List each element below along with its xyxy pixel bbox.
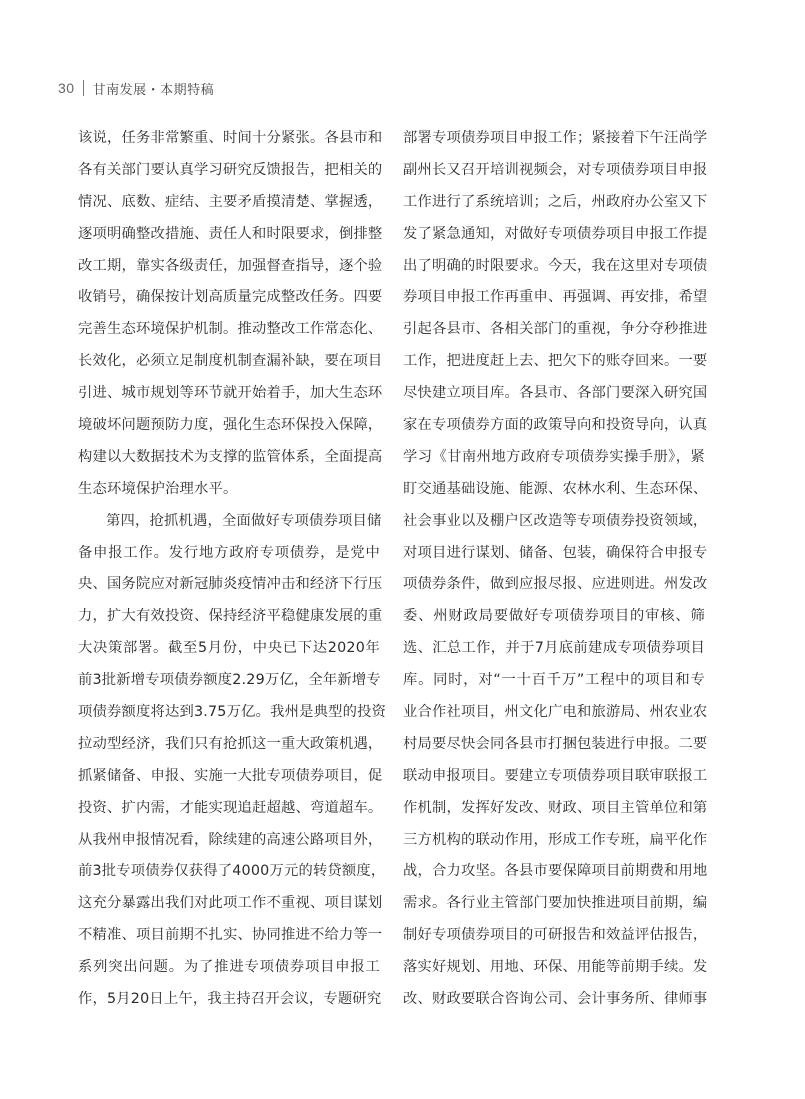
- text-line: 央、国务院应对新冠肺炎疫情冲击和经济下行压: [78, 576, 383, 593]
- text-line: 完善生态环境保护机制。推动整改工作常态化、: [78, 321, 383, 338]
- text-line: 投资、扩内需，才能实现追赶超越、弯道超车。: [78, 799, 383, 816]
- header-divider: [83, 80, 84, 96]
- text-line: 系列突出问题。为了推进专项债券项目申报工: [78, 959, 380, 976]
- text-line: 作，5月20日上午，我主持召开会议，专题研究: [78, 991, 382, 1008]
- text-line: 备申报工作。发行地方政府专项债券，是党中: [78, 544, 380, 561]
- text-line: 改、财政要联合咨询公司、会计事务所、律师事: [403, 991, 708, 1008]
- text-line: 尽快建立项目库。各县市、各部门要深入研究国: [403, 385, 708, 402]
- text-line: 盯交通基础设施、能源、农林水利、生态环保、: [403, 480, 708, 497]
- text-line: 项债券额度将达到3.75万亿。我州是典型的投资: [78, 704, 387, 721]
- text-line: 社会事业以及棚户区改造等专项债券投资领域，: [403, 512, 708, 529]
- text-line: 改工期，靠实各级责任，加强督查指导，逐个验: [78, 257, 383, 274]
- text-line: 选、汇总工作，并于7月底前建成专项债券项目: [403, 640, 705, 657]
- text-line: 发了紧急通知，对做好专项债券项目申报工作提: [403, 225, 708, 242]
- text-line: 联动申报项目。要建立专项债券项目联审联报工: [403, 767, 708, 784]
- text-line: 三方机构的联动作用，形成工作专班，扁平化作: [403, 831, 708, 848]
- text-line: 长效化，必须立足制度机制查漏补缺，要在项目: [78, 353, 383, 370]
- text-line: 不精准、项目前期不扎实、协同推进不给力等一: [78, 927, 383, 944]
- text-line: 收销号，确保按计划高质量完成整改任务。四要: [78, 289, 383, 306]
- text-line: 副州长又召开培训视频会，对专项债券项目申报: [403, 161, 708, 178]
- text-line: 学习《甘南州地方政府专项债券实操手册》，紧: [403, 448, 705, 465]
- text-line: 生态环境保护治理水平。: [78, 480, 238, 497]
- text-line: 前3批新增专项债券额度2.29万亿，全年新增专: [78, 672, 381, 689]
- text-line: 落实好规划、用地、环保、用能等前期手续。发: [403, 959, 708, 976]
- text-line: 对项目进行谋划、储备、包装，确保符合申报专: [403, 544, 708, 561]
- text-line: 构建以大数据技术为支撑的监管体系，全面提高: [78, 448, 383, 465]
- text-line: 作机制，发挥好发改、财政、项目主管单位和第: [403, 799, 708, 816]
- text-line: 村局要尽快会同各县市打捆包装进行申报。二要: [403, 735, 708, 752]
- text-line: 工作，把进度赶上去、把欠下的账夺回来。一要: [403, 353, 708, 370]
- right-text-column: [403, 123, 708, 1016]
- text-line: 工作进行了系统培训；之后，州政府办公室又下: [403, 193, 708, 210]
- text-line: 这充分暴露出我们对此项工作不重视、项目谋划: [78, 895, 383, 912]
- text-line: 引起各县市、各相关部门的重视，争分夺秒推进: [403, 321, 708, 338]
- page-header: [58, 76, 214, 100]
- text-line: 从我州申报情况看，除续建的高速公路项目外，: [78, 831, 383, 848]
- running-title: 甘南发展・本期特稿: [92, 82, 215, 98]
- text-line: 引进、城市规划等环节就开始着手，加大生态环: [78, 385, 383, 402]
- left-text-column: [78, 123, 387, 1016]
- text-line: 战，合力攻坚。各县市要保障项目前期费和用地: [403, 863, 708, 880]
- text-line: 业合作社项目，州文化广电和旅游局、州农业农: [403, 704, 708, 721]
- page-number: 30: [58, 80, 75, 96]
- text-line: 大决策部署。截至5月份，中央已下达2020年: [78, 640, 380, 657]
- text-line: 逐项明确整改措施、责任人和时限要求，倒排整: [78, 225, 383, 242]
- text-line: 该说，任务非常繁重、时间十分紧张。各县市和: [78, 130, 383, 146]
- text-line: 需求。各行业主管部门要加快推进项目前期，编: [403, 895, 708, 912]
- text-line: 家在专项债券方面的政策导向和投资导向，认真: [403, 417, 708, 434]
- text-line: 抓紧储备、申报、实施一大批专项债券项目，促: [78, 767, 383, 784]
- text-line: 力，扩大有效投资、保持经济平稳健康发展的重: [78, 608, 383, 625]
- text-line: 委、州财政局要做好专项债券项目的审核、筛: [403, 608, 705, 625]
- text-line: 前3批专项债券仅获得了4000万元的转贷额度，: [78, 863, 386, 880]
- text-line: 库。同时，对“一十百千万”工程中的项目和专: [403, 672, 705, 689]
- text-line: 制好专项债券项目的可研报告和效益评估报告，: [403, 927, 708, 944]
- text-line: 券项目申报工作再重申、再强调、再安排，希望: [403, 289, 708, 306]
- text-line: 拉动型经济，我们只有抢抓这一重大政策机遇，: [78, 735, 383, 752]
- text-line: 情况、底数、症结、主要矛盾摸清楚、掌握透，: [78, 193, 383, 210]
- text-line: 各有关部门要认真学习研究反馈报告，把相关的: [78, 161, 383, 178]
- text-line: 第四，抢抓机遇，全面做好专项债券项目储: [106, 512, 382, 529]
- text-line: 境破坏问题预防力度，强化生态环保投入保障，: [78, 417, 383, 434]
- text-line: 部署专项债券项目申报工作；紧接着下午汪尚学: [403, 130, 708, 146]
- text-line: 项债券条件，做到应报尽报、应进则进。州发改: [403, 576, 708, 593]
- text-line: 出了明确的时限要求。今天，我在这里对专项债: [403, 257, 708, 274]
